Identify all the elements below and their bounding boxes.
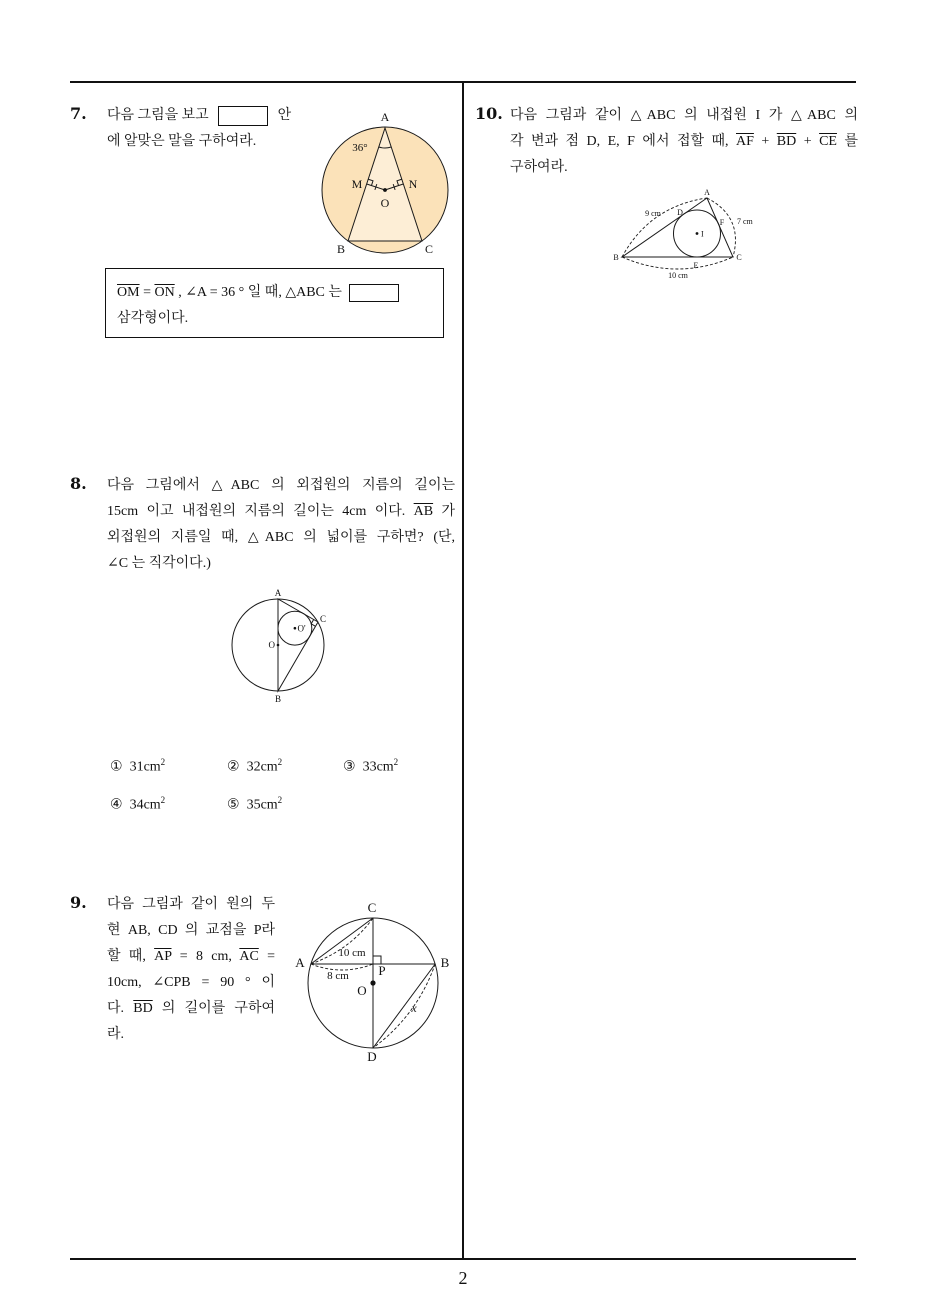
p7-center-dot <box>383 188 387 192</box>
p9-label-length-ap: 8 cm <box>327 970 349 982</box>
p8-label-c: C <box>320 614 327 624</box>
p9-label-c: C <box>367 900 377 915</box>
p9-label-p: P <box>378 963 386 978</box>
choice-3-exponent: 2 <box>393 757 399 767</box>
choice-2-value: 32cm <box>246 759 278 775</box>
problem-9-line-5-text-a: 다. <box>107 1001 134 1016</box>
p10-label-d: D <box>677 208 683 217</box>
segment-ap: $\overline{AP}$ <box>154 949 172 964</box>
problem-9-line-3-text-a: 할 때, <box>107 949 155 964</box>
p7-label-angle: 36° <box>352 142 368 154</box>
choice-1-mark: ① <box>110 759 123 775</box>
p10-label-length-ab: 9 cm <box>645 209 661 218</box>
choice-3-mark: ③ <box>343 759 356 775</box>
p10-label-f: F <box>719 218 725 227</box>
choice-2 <box>227 752 282 778</box>
bottom-rule <box>70 1258 856 1260</box>
page-number: 2 <box>458 1268 468 1288</box>
p8-label-a: A <box>274 588 282 598</box>
statement-answer-blank <box>349 284 399 302</box>
p10-label-c: C <box>736 253 742 262</box>
problem-9-line-5 <box>107 999 275 1019</box>
p9-label-x: x <box>411 1001 417 1015</box>
p8-center-dot-o <box>277 644 280 647</box>
problem-7-line-1-text-a: 다음 그림을 보고 <box>107 108 209 124</box>
choice-1-exponent: 2 <box>160 757 166 767</box>
plus-sign-2: + <box>796 134 820 149</box>
segment-bd-10: $\overline{BD}$ <box>776 134 797 149</box>
choice-1-value: 31cm <box>129 759 161 775</box>
problem-9-line-4: 10cm, ∠CPB = 90 ° 이 <box>107 975 275 990</box>
segment-on: $\overline{ON}$ <box>154 285 175 300</box>
p10-label-length-ac: 7 cm <box>737 217 753 226</box>
segment-ce: $\overline{CE}$ <box>819 134 837 149</box>
p7-label-o: O <box>380 196 390 210</box>
p10-triangle-abc <box>622 198 733 257</box>
choice-1 <box>110 752 165 778</box>
problem-8-line-2-text-a: 15cm 이고 내접원의 지름의 길이는 4cm 이다. <box>107 504 414 519</box>
p9-label-d: D <box>367 1049 377 1064</box>
segment-ab: $\overline{AB}$ <box>413 504 434 519</box>
problem-9-line-2: 현 AB, CD 의 교점을 P라 <box>107 923 275 938</box>
problem-7-answer-blank <box>218 106 268 126</box>
problem-10-line-2-text-a: 각 변과 점 D, E, F 에서 접할 때, <box>510 134 736 149</box>
p7-label-n: N <box>408 177 418 191</box>
problem-7-line-2: 에 알맞은 말을 구하여라. <box>107 134 257 149</box>
p7-label-b: B <box>336 242 346 256</box>
p10-label-length-bc: 10 cm <box>668 271 688 280</box>
p10-label-e: E <box>693 261 699 270</box>
problem-9-line-1: 다음 그림과 같이 원의 두 <box>107 897 275 912</box>
problem-9-line-5-text-b: 의 길이를 구하여 <box>152 1001 276 1016</box>
choice-5-exponent: 2 <box>277 795 283 805</box>
problem-10-line-2-text-b: 를 <box>836 134 858 149</box>
segment-af: $\overline{AF}$ <box>736 134 754 149</box>
problem-9-line-3-text-b: = 8 cm, <box>171 949 240 964</box>
problem-9-line-3-text-c: = <box>258 949 275 964</box>
p7-label-c: C <box>424 242 434 256</box>
p7-label-m: M <box>351 177 363 191</box>
plus-sign-1: + <box>753 134 777 149</box>
problem-9-line-3 <box>107 947 275 967</box>
problem-9-line-6: 라. <box>107 1027 125 1042</box>
p9-label-o: O <box>357 983 367 998</box>
p8-label-o-prime: O' <box>297 623 306 634</box>
column-divider <box>462 82 464 1259</box>
p8-center-dot-o-prime <box>294 627 297 630</box>
choice-4-value: 34cm <box>129 797 161 813</box>
p7-label-a: A <box>380 110 390 124</box>
choice-3-value: 33cm <box>362 759 394 775</box>
choice-5-mark: ⑤ <box>227 797 240 813</box>
choice-2-exponent: 2 <box>277 757 283 767</box>
p9-center-dot <box>370 980 375 985</box>
problem-7-figure <box>315 110 460 260</box>
statement-rest: , ∠A = 36 ° 일 때, △ABC 는 <box>174 285 342 300</box>
p8-label-b: B <box>274 694 282 704</box>
problem-8-number: 8. <box>70 474 87 493</box>
p8-label-o: O <box>268 640 275 650</box>
problem-8-line-2-text-b: 가 <box>433 504 455 519</box>
problem-7-line-1-text-b: 안 <box>277 108 292 124</box>
problem-8-line-2 <box>107 502 455 522</box>
segment-om: $\overline{OM}$ <box>117 285 140 300</box>
problem-10-figure <box>610 186 760 286</box>
choice-5 <box>227 790 282 816</box>
choice-4-mark: ④ <box>110 797 123 813</box>
segment-ac: $\overline{AC}$ <box>239 949 259 964</box>
choice-2-mark: ② <box>227 759 240 775</box>
problem-8-line-4: ∠C 는 직각이다.) <box>107 556 211 571</box>
segment-bd: $\overline{BD}$ <box>133 1001 153 1016</box>
p10-label-a: A <box>704 188 710 197</box>
problem-10-line-2 <box>510 132 858 152</box>
problem-8-line-1: 다음 그림에서 △ABC 의 외접원의 지름의 길이는 <box>107 478 455 493</box>
p9-label-b: B <box>440 955 450 970</box>
choice-4-exponent: 2 <box>160 795 166 805</box>
statement-equals: = <box>139 285 155 300</box>
problem-10-line-3: 구하여라. <box>510 160 568 175</box>
problem-8-figure <box>225 585 335 707</box>
problem-7-statement-line-2: 삼각형이다. <box>117 311 189 326</box>
problem-10-number: 10. <box>475 104 503 123</box>
choice-3 <box>343 752 398 778</box>
problem-9-number: 9. <box>70 893 87 912</box>
problem-7-statement-line-1 <box>117 283 399 303</box>
p10-label-b: B <box>613 253 619 262</box>
problem-7-line-1 <box>107 106 291 126</box>
problem-8-line-3: 외접원의 지름일 때, △ABC 의 넓이를 구하면? (단, <box>107 530 455 545</box>
p10-dashed-arc-bc <box>622 257 733 269</box>
choice-5-value: 35cm <box>246 797 278 813</box>
choice-4 <box>110 790 165 816</box>
problem-9-figure <box>290 898 460 1064</box>
problem-7-number: 7. <box>70 104 87 123</box>
problem-10-line-1: 다음 그림과 같이 △ABC 의 내접원 I 가 △ABC 의 <box>510 108 858 123</box>
p9-label-length-ac: 10 cm <box>338 947 366 959</box>
p10-label-i: I <box>701 229 704 239</box>
p10-incenter-dot <box>696 232 699 235</box>
p9-label-a: A <box>295 955 305 970</box>
